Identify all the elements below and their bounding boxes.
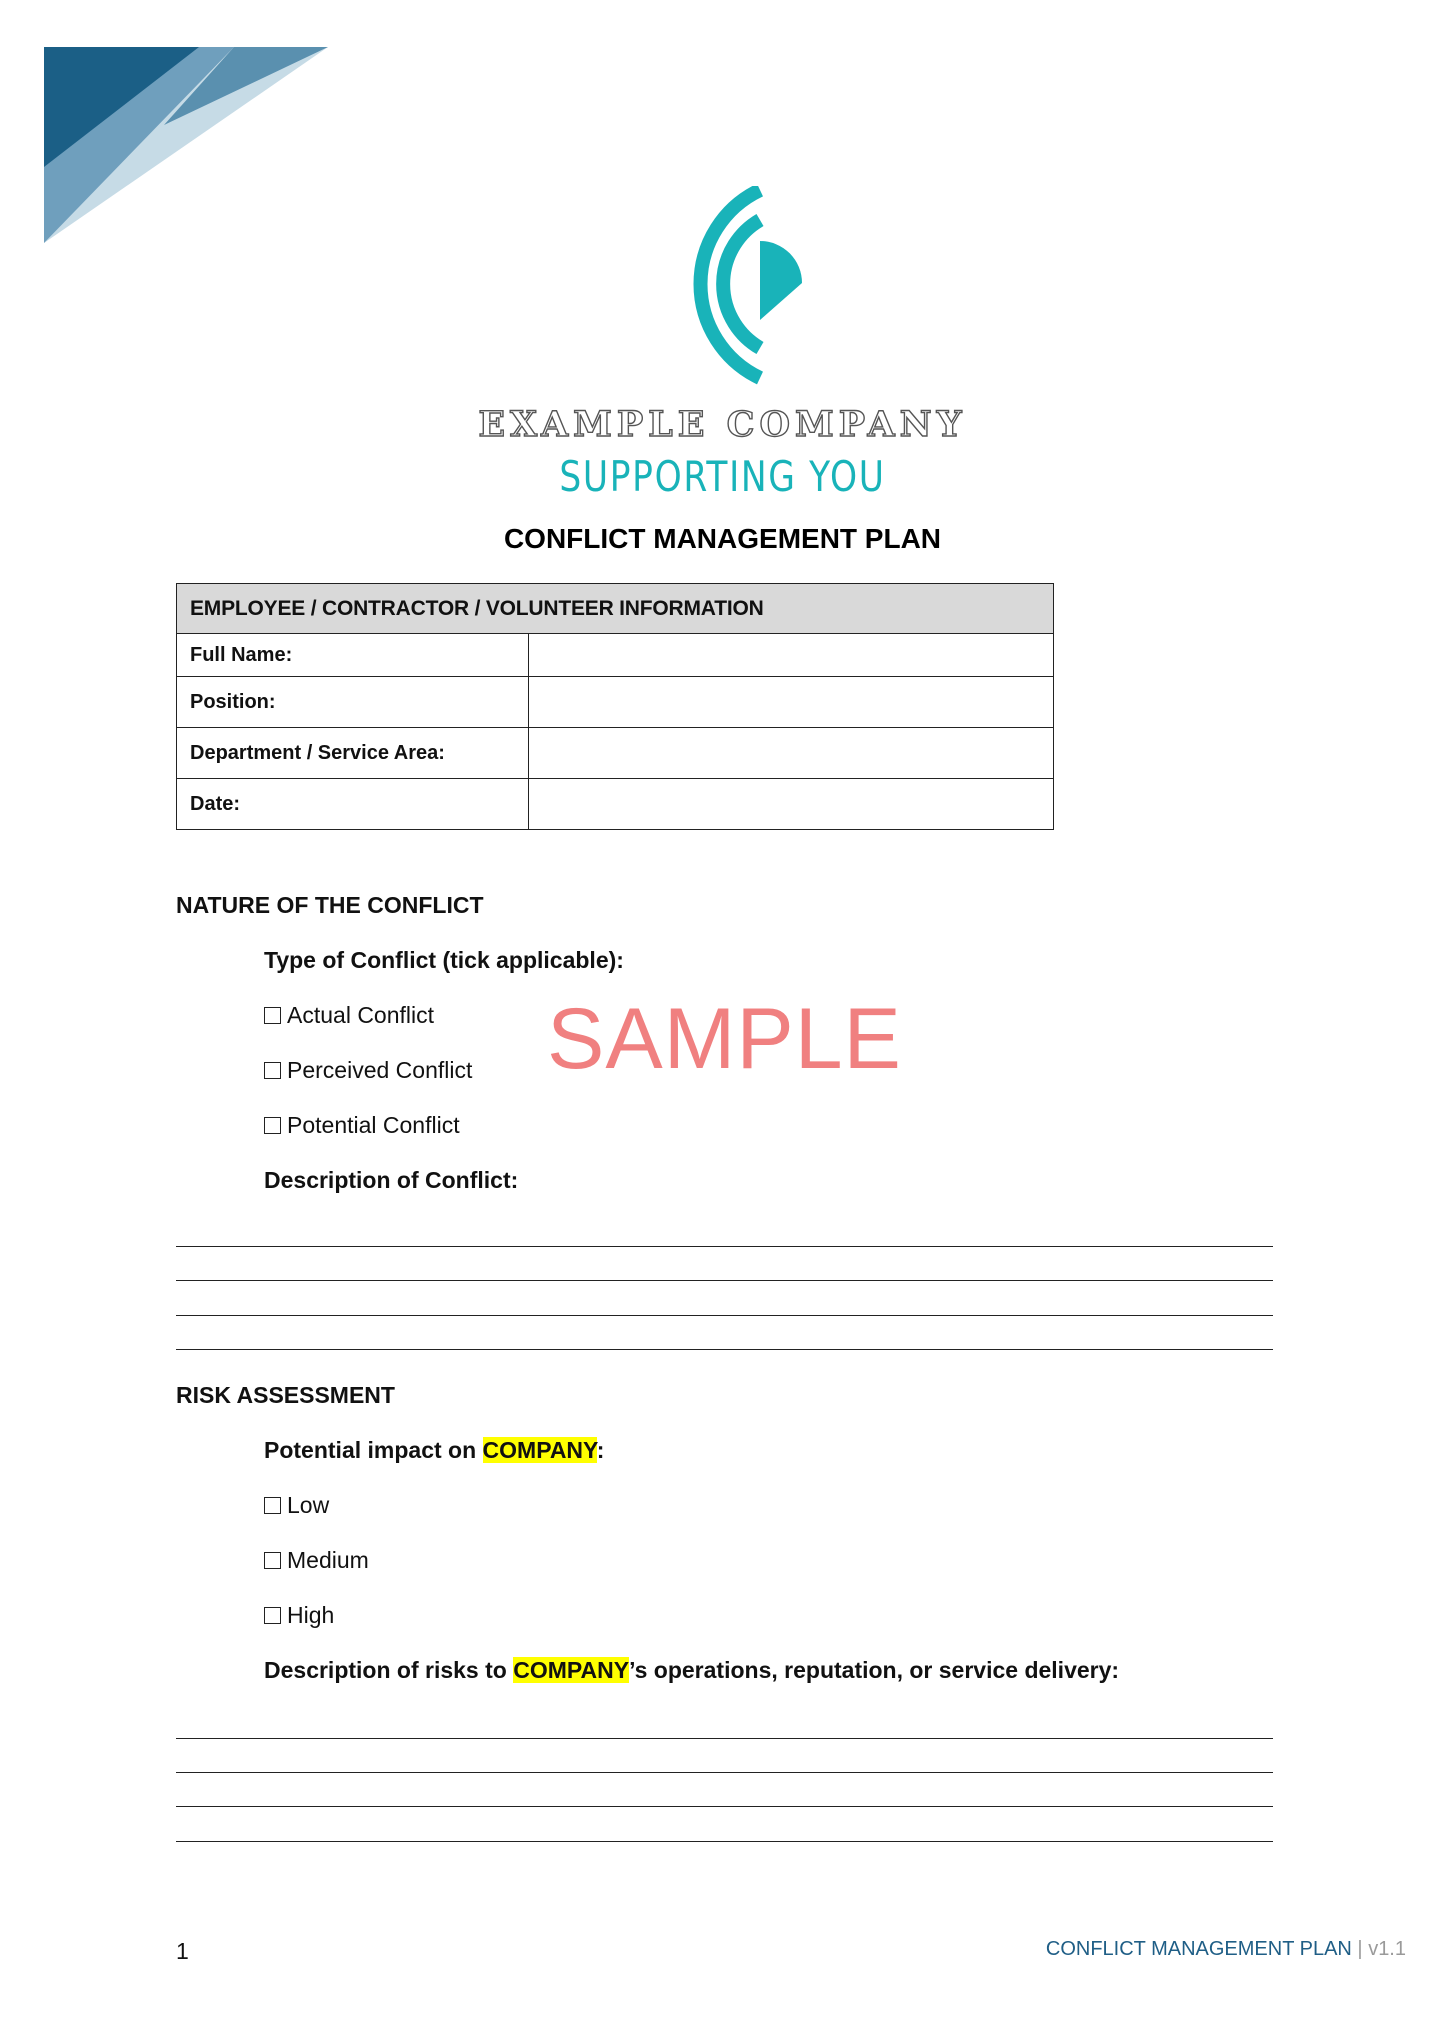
checkbox-icon: [264, 1497, 281, 1514]
full-name-field[interactable]: [529, 634, 1054, 677]
table-row: [177, 677, 1054, 728]
risk-description-line[interactable]: [176, 1772, 1273, 1773]
corner-decoration: [44, 47, 328, 243]
conflict-description-label: Description of Conflict:: [264, 1167, 519, 1193]
checkbox-label: Potential Conflict: [287, 1112, 460, 1138]
page-number: 1: [176, 1938, 189, 1964]
checkbox-high[interactable]: [264, 1602, 334, 1629]
checkbox-perceived-conflict[interactable]: [264, 1057, 472, 1084]
company-name: EXAMPLE COMPANY: [478, 404, 967, 445]
table-row: [177, 728, 1054, 779]
risk-description-line[interactable]: [176, 1738, 1273, 1739]
conflict-description-line[interactable]: [176, 1349, 1273, 1350]
company-placeholder: COMPANY: [482, 1437, 597, 1463]
position-field[interactable]: [529, 677, 1054, 728]
company-logo-icon: [645, 186, 815, 386]
conflict-description-line[interactable]: [176, 1280, 1273, 1281]
sample-watermark: SAMPLE: [547, 991, 902, 1087]
checkbox-icon: [264, 1062, 281, 1079]
checkbox-actual-conflict[interactable]: [264, 1002, 434, 1029]
department-label: Department / Service Area:: [177, 728, 529, 779]
checkbox-label: High: [287, 1602, 335, 1628]
impact-label-suffix: :: [596, 1437, 605, 1463]
checkbox-icon: [264, 1607, 281, 1624]
table-header-row: [177, 584, 1054, 634]
risk-description-suffix: ’s operations, reputation, or service delivery:: [629, 1657, 1120, 1683]
table-row: [177, 779, 1054, 830]
date-label: Date:: [177, 779, 529, 830]
checkbox-low[interactable]: [264, 1492, 329, 1519]
risk-description-label: [264, 1657, 1119, 1684]
table-row: [177, 634, 1054, 677]
checkbox-icon: [264, 1007, 281, 1024]
company-tagline: SUPPORTING YOU: [559, 452, 886, 501]
checkbox-potential-conflict[interactable]: [264, 1112, 460, 1139]
employee-info-table: [176, 583, 1054, 830]
nature-heading: NATURE OF THE CONFLICT: [176, 892, 484, 918]
impact-label: [264, 1437, 604, 1464]
checkbox-icon: [264, 1552, 281, 1569]
date-field[interactable]: [529, 779, 1054, 830]
footer-separator: |: [1351, 1938, 1369, 1960]
impact-label-prefix: Potential impact on: [264, 1437, 483, 1463]
conflict-type-label: Type of Conflict (tick applicable):: [264, 947, 624, 973]
position-label: Position:: [177, 677, 529, 728]
risk-description-prefix: Description of risks to: [264, 1657, 514, 1683]
checkbox-label: Medium: [287, 1547, 369, 1573]
conflict-description-line[interactable]: [176, 1315, 1273, 1316]
checkbox-icon: [264, 1117, 281, 1134]
risk-heading: RISK ASSESSMENT: [176, 1382, 395, 1408]
checkbox-medium[interactable]: [264, 1547, 369, 1574]
table-header: EMPLOYEE / CONTRACTOR / VOLUNTEER INFORMATION: [177, 584, 1054, 634]
department-field[interactable]: [529, 728, 1054, 779]
conflict-description-line[interactable]: [176, 1246, 1273, 1247]
footer-doc-name: CONFLICT MANAGEMENT PLAN: [1045, 1938, 1352, 1960]
full-name-label: Full Name:: [177, 634, 529, 677]
checkbox-label: Perceived Conflict: [287, 1057, 473, 1083]
company-placeholder: COMPANY: [513, 1657, 630, 1683]
risk-description-line[interactable]: [176, 1841, 1273, 1842]
checkbox-label: Actual Conflict: [287, 1002, 435, 1028]
footer-doc-label: [1046, 1938, 1406, 1961]
footer-version: v1.1: [1368, 1938, 1406, 1960]
checkbox-label: Low: [287, 1492, 330, 1518]
risk-description-line[interactable]: [176, 1806, 1273, 1807]
document-title: CONFLICT MANAGEMENT PLAN: [503, 523, 942, 554]
